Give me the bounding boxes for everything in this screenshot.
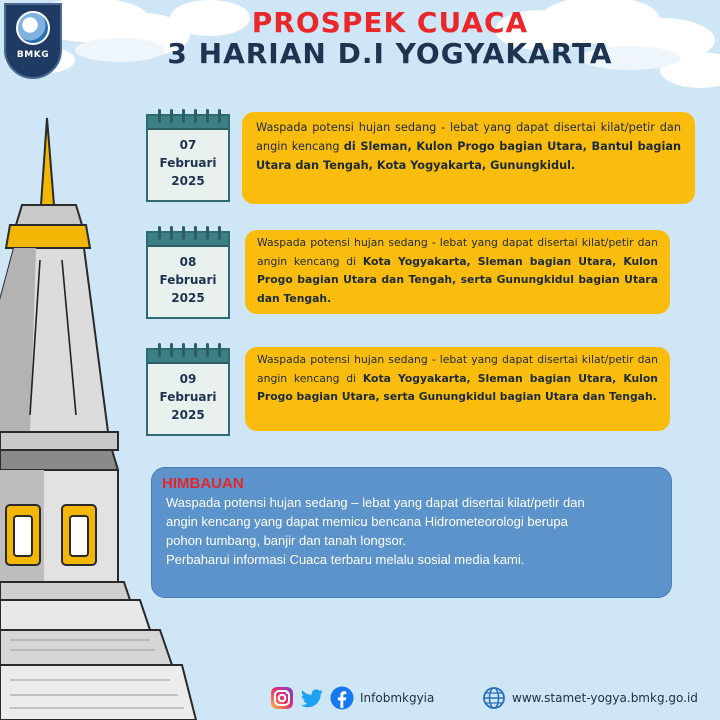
forecast-date (148, 370, 228, 424)
logo-text: BMKG (16, 50, 50, 60)
forecast-day: 09 (179, 372, 197, 386)
website-url[interactable]: www.stamet-yogya.bmkg.go.id (512, 691, 698, 705)
twitter-icon[interactable] (300, 686, 324, 710)
himbauan-panel (151, 467, 672, 598)
himbauan-line: pohon tumbang, banjir dan tanah longsor. (166, 533, 406, 548)
facebook-icon[interactable] (330, 686, 354, 710)
forecast-description (245, 230, 670, 314)
himbauan-line: Perbaharui informasi Cuaca terbaru melalu sosial media kami. (166, 552, 525, 567)
calendar-icon (146, 114, 230, 202)
globe-icon[interactable] (482, 686, 506, 710)
calendar-icon (146, 231, 230, 319)
forecast-day: 08 (179, 255, 197, 269)
website-link (482, 686, 698, 710)
forecast-text: Waspada potensi hujan sedang - lebat yang dapat disertai kilat/petir dan angin kencang (256, 121, 681, 153)
calendar-icon (146, 348, 230, 436)
bmkg-emblem-icon (16, 11, 50, 45)
forecast-month: Februari (159, 156, 217, 170)
page-title: PROSPEK CUACA (251, 6, 529, 39)
himbauan-title: HIMBAUAN (162, 475, 244, 492)
forecast-year: 2025 (171, 291, 205, 305)
forecast-description (242, 112, 695, 204)
forecast-description (245, 347, 670, 431)
social-handle[interactable]: Infobmkgyia (360, 691, 435, 705)
forecast-year: 2025 (171, 174, 205, 188)
himbauan-line: Waspada potensi hujan sedang – lebat yang dapat disertai kilat/petir dan (166, 495, 585, 510)
instagram-icon[interactable] (270, 686, 294, 710)
forecast-date (148, 253, 228, 307)
forecast-year: 2025 (171, 408, 205, 422)
forecast-text: Waspada potensi hujan sedang - lebat yang dapat disertai kilat/petir dan angin kencang di (257, 353, 658, 385)
forecast-month: Februari (159, 390, 217, 404)
forecast-day: 07 (179, 138, 197, 152)
page-subtitle: 3 HARIAN D.I YOGYAKARTA (167, 37, 613, 70)
forecast-text: Waspada potensi hujan sedang - lebat yang dapat disertai kilat/petir dan angin kencang di (257, 236, 658, 268)
forecast-date (148, 136, 228, 190)
social-links (270, 686, 434, 710)
himbauan-line: angin kencang yang dapat memicu bencana Hidrometeorologi berupa (166, 514, 568, 529)
forecast-areas: Kota Yogyakarta, Sleman bagian Utara, Kulon Progo bagian Utara dan Tengah, serta Gunungkidul bagian Utara dan Tengah. (257, 254, 658, 305)
forecast-areas: di Sleman, Kulon Progo bagian Utara, Bantul bagian Utara dan Tengah, Kota Yogyakarta, Gunungkidul. (256, 140, 681, 172)
forecast-areas: Kota Yogyakarta, Sleman bagian Utara, Kulon Progo bagian Utara, serta Gunungkidul bagian Utara dan Tengah. (257, 371, 658, 403)
bmkg-logo (4, 3, 62, 79)
forecast-month: Februari (159, 273, 217, 287)
